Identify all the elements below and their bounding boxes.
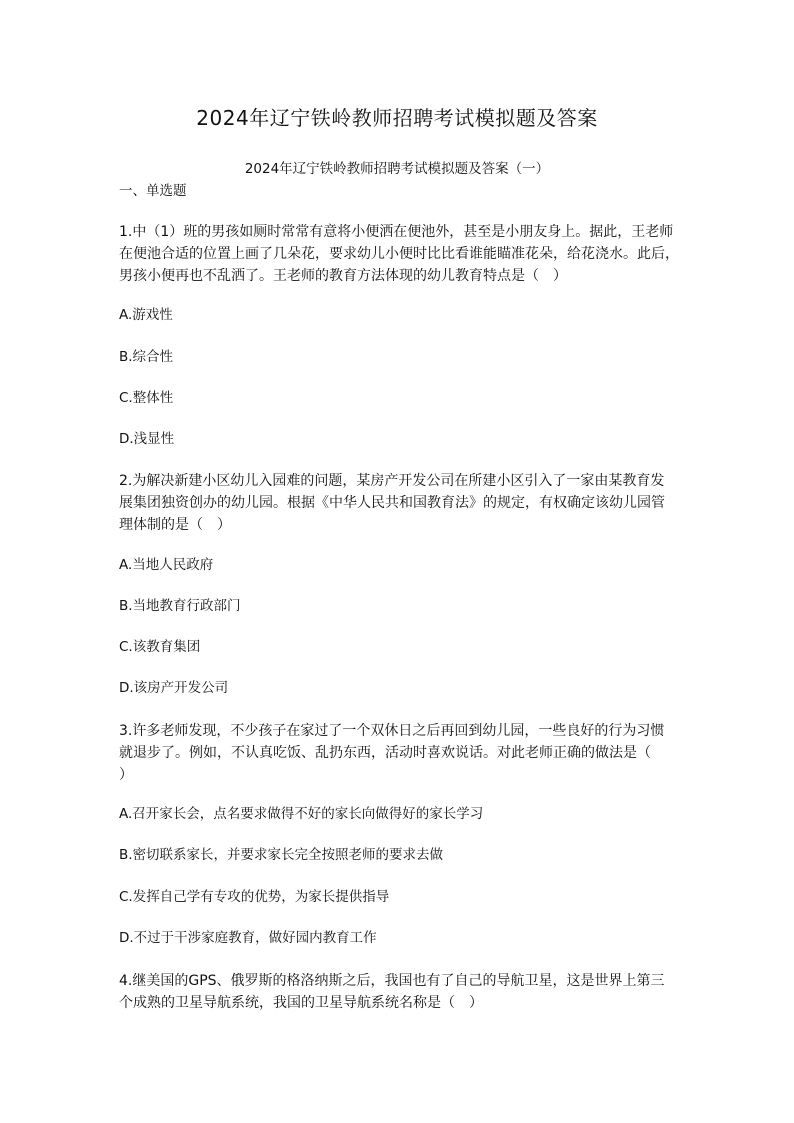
question-3-option-a: A.召开家长会，点名要求做得不好的家长向做得好的家长学习 <box>119 806 484 822</box>
question-2-option-b: B.当地教育行政部门 <box>119 598 241 614</box>
question-3-option-d: D.不过于干涉家庭教育，做好园内教育工作 <box>119 930 377 946</box>
question-3-option-c: C.发挥自己学有专攻的优势，为家长提供指导 <box>119 889 390 905</box>
question-2-option-a: A.当地人民政府 <box>119 557 214 573</box>
question-stem-line: 就退步了。例如，不认真吃饭、乱扔东西，活动时喜欢说话。对此老师正确的做法是（ <box>119 745 651 761</box>
question-stem-line: 1.中（1）班的男孩如厕时常常有意将小便洒在便池外，甚至是小朋友身上。据此，王老师 <box>119 224 674 240</box>
question-stem-line: 展集团独资创办的幼儿园。根据《中华人民共和国教育法》的规定，有权确定该幼儿园管 <box>119 495 665 511</box>
question-3-stem <box>119 720 679 786</box>
question-4-stem <box>119 970 679 1014</box>
question-stem-line: 2.为解决新建小区幼儿入园难的问题，某房产开发公司在所建小区引入了一家由某教育发 <box>119 473 665 489</box>
question-1-option-a: A.游戏性 <box>119 307 173 323</box>
document-title: 2024年辽宁铁岭教师招聘考试模拟题及答案 <box>196 106 598 130</box>
question-1-option-b: B.综合性 <box>119 349 174 365</box>
question-1-stem <box>119 221 679 287</box>
question-stem-line: 4.继美国的GPS、俄罗斯的格洛纳斯之后，我国也有了自己的导航卫星，这是世界上第三 <box>119 973 665 989</box>
question-stem-line: 3.许多老师发现，不少孩子在家过了一个双休日之后再回到幼儿园，一些良好的行为习惯 <box>119 723 665 739</box>
question-stem-line: 理体制的是（ ） <box>119 517 231 533</box>
question-3-option-b: B.密切联系家长，并要求家长完全按照老师的要求去做 <box>119 847 444 863</box>
question-1-option-d: D.浅显性 <box>119 431 175 447</box>
question-2-option-d: D.该房产开发公司 <box>119 680 229 696</box>
question-stem-line: 男孩小便再也不乱洒了。王老师的教育方法体现的幼儿教育特点是（ ） <box>119 268 567 284</box>
question-stem-line: 在便池合适的位置上画了几朵花，要求幼儿小便时比比看谁能瞄准花朵，给花浇水。此后， <box>119 246 679 262</box>
question-2-option-c: C.该教育集团 <box>119 639 201 655</box>
question-1-option-c: C.整体性 <box>119 390 174 406</box>
question-stem-line: 个成熟的卫星导航系统，我国的卫星导航系统名称是（ ） <box>119 995 483 1011</box>
section-heading: 一、单选题 <box>119 183 187 199</box>
document-subtitle: 2024年辽宁铁岭教师招聘考试模拟题及答案（一） <box>244 161 550 177</box>
question-2-stem <box>119 470 679 536</box>
question-stem-line: ） <box>119 767 133 783</box>
